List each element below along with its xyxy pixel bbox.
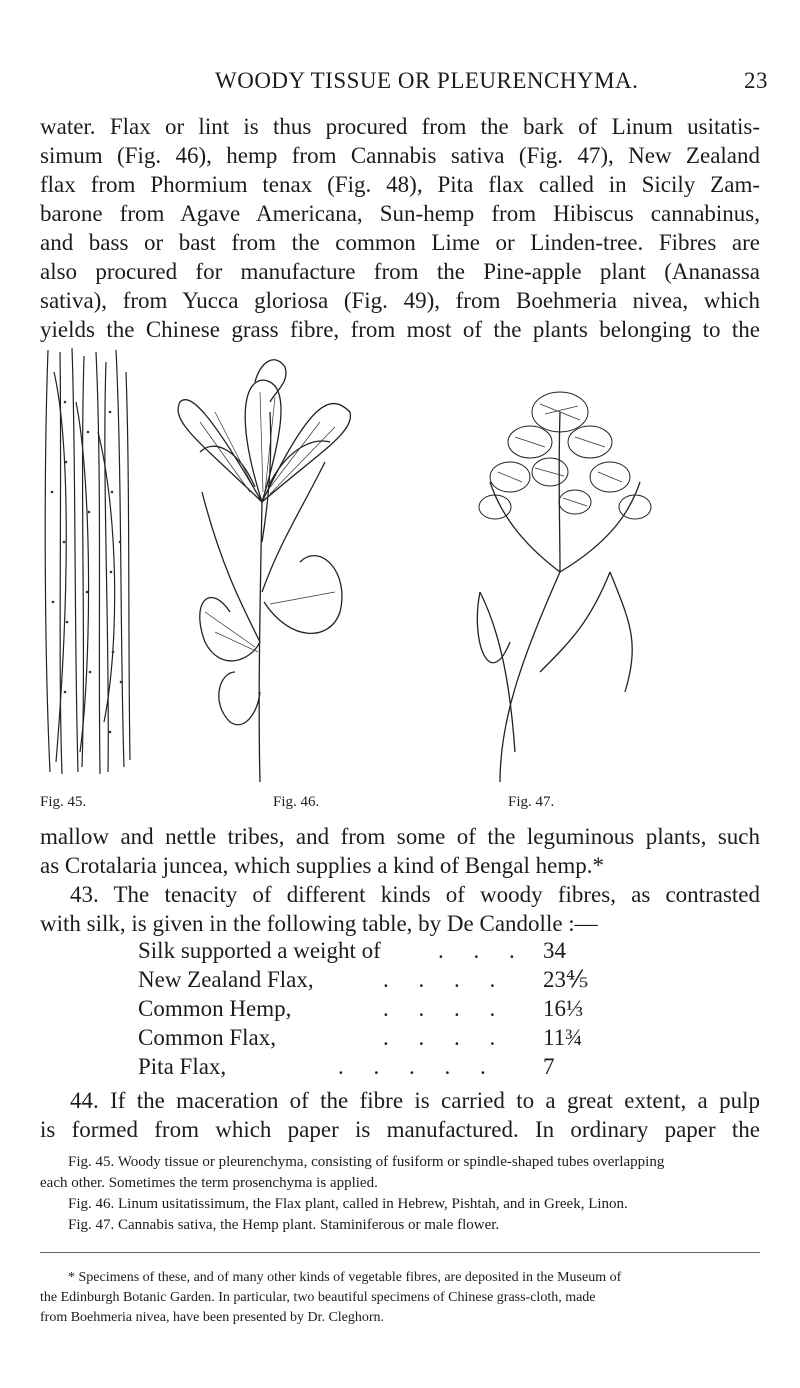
caption-fig46: Fig. 46. Linum usitatissimum, the Flax plant, called in Hebrew, Pishtah, and in Greek, Linon. — [68, 1196, 628, 1212]
text-line: flax from Phormium tenax (Fig. 48), Pita flax called in Sicily Zam- — [40, 172, 760, 197]
text-line: as Crotalaria juncea, which supplies a kind of Bengal hemp.* — [40, 853, 604, 878]
text-line: water. Flax or lint is thus procured from the bark of Linum usitatis- — [40, 114, 760, 139]
table-cell-value: 7 — [543, 1054, 555, 1079]
fig45-label: Fig. 45. — [40, 794, 87, 810]
footnote-line: the Edinburgh Botanic Garden. In particular, two beautiful specimens of Chinese grass-cloth, made — [40, 1290, 596, 1305]
fig47-hemp-plant-illustration — [440, 342, 670, 782]
paragraph-44-maceration — [40, 1086, 760, 1144]
table-cell-label: Common Hemp, — [138, 996, 292, 1021]
table-leader-dots: . . . — [438, 938, 527, 963]
caption-fig45: Fig. 45. Woody tissue or pleurenchyma, consisting of fusiform or spindle-shaped tubes overlapping — [68, 1154, 665, 1170]
page-header-title: WOODY TISSUE OR PLEURENCHYMA. — [215, 68, 639, 93]
footnote — [40, 1268, 760, 1328]
text-line: is formed from which paper is manufactured. In ordinary paper the — [40, 1117, 760, 1142]
table-row — [138, 967, 698, 996]
table-cell-value: 23⅘ — [543, 967, 589, 992]
footnote-line: from Boehmeria nivea, have been presented by Dr. Cleghorn. — [40, 1310, 385, 1325]
table-leader-dots: . . . . — [383, 1025, 508, 1050]
fig46-label: Fig. 46. — [273, 794, 320, 810]
text-line: barone from Agave Americana, Sun-hemp from Hibiscus cannabinus, — [40, 201, 760, 226]
caption-fig45-cont: each other. Sometimes the term prosenchyma is applied. — [40, 1175, 378, 1191]
table-row — [138, 938, 698, 967]
tenacity-table — [138, 938, 698, 1083]
text-line: with silk, is given in the following table, by De Candolle :— — [40, 911, 598, 936]
text-line: yields the Chinese grass fibre, from most of the plants belonging to the — [40, 317, 760, 342]
table-cell-value: 11¾ — [543, 1025, 583, 1050]
table-row — [138, 1025, 698, 1054]
text-line: mallow and nettle tribes, and from some of the leguminous plants, such — [40, 824, 760, 849]
fig47-label: Fig. 47. — [508, 794, 555, 810]
caption-fig47: Fig. 47. Cannabis sativa, the Hemp plant. Staminiferous or male flower. — [68, 1217, 500, 1233]
table-cell-value: 34 — [543, 938, 566, 963]
text-line: and bass or bast from the common Lime or Linden-tree. Fibres are — [40, 230, 760, 255]
table-leader-dots: . . . . — [383, 967, 508, 992]
table-leader-dots: . . . . . — [338, 1054, 498, 1079]
text-line: simum (Fig. 46), hemp from Cannabis sativa (Fig. 47), New Zealand — [40, 143, 760, 168]
table-cell-label: Silk supported a weight of — [138, 938, 381, 963]
text-line: 43. The tenacity of different kinds of woody fibres, as contrasted — [70, 882, 760, 907]
figure-plate — [40, 342, 760, 810]
paragraph-mallow — [40, 822, 760, 880]
table-row — [138, 996, 698, 1025]
table-cell-label: New Zealand Flax, — [138, 967, 314, 992]
fig45-woody-tissue-illustration — [40, 342, 135, 782]
figure-captions — [40, 1152, 760, 1236]
text-line: sativa), from Yucca gloriosa (Fig. 49), from Boehmeria nivea, which — [40, 288, 760, 313]
table-cell-label: Common Flax, — [138, 1025, 277, 1050]
text-line: also procured for manufacture from the Pine-apple plant (Ananassa — [40, 259, 760, 284]
table-leader-dots: . . . . — [383, 996, 508, 1021]
paragraph-fibres — [40, 112, 760, 344]
fig46-flax-plant-illustration — [160, 342, 370, 782]
paragraph-43-tenacity — [40, 880, 760, 938]
text-line: 44. If the maceration of the fibre is carried to a great extent, a pulp — [70, 1088, 760, 1113]
table-row — [138, 1054, 698, 1083]
table-cell-label: Pita Flax, — [138, 1054, 227, 1079]
footnote-rule — [40, 1252, 760, 1253]
page-number: 23 — [744, 68, 768, 93]
table-cell-value: 16⅓ — [543, 996, 584, 1021]
footnote-line: * Specimens of these, and of many other kinds of vegetable fibres, are deposited in the Museum of — [68, 1270, 622, 1285]
